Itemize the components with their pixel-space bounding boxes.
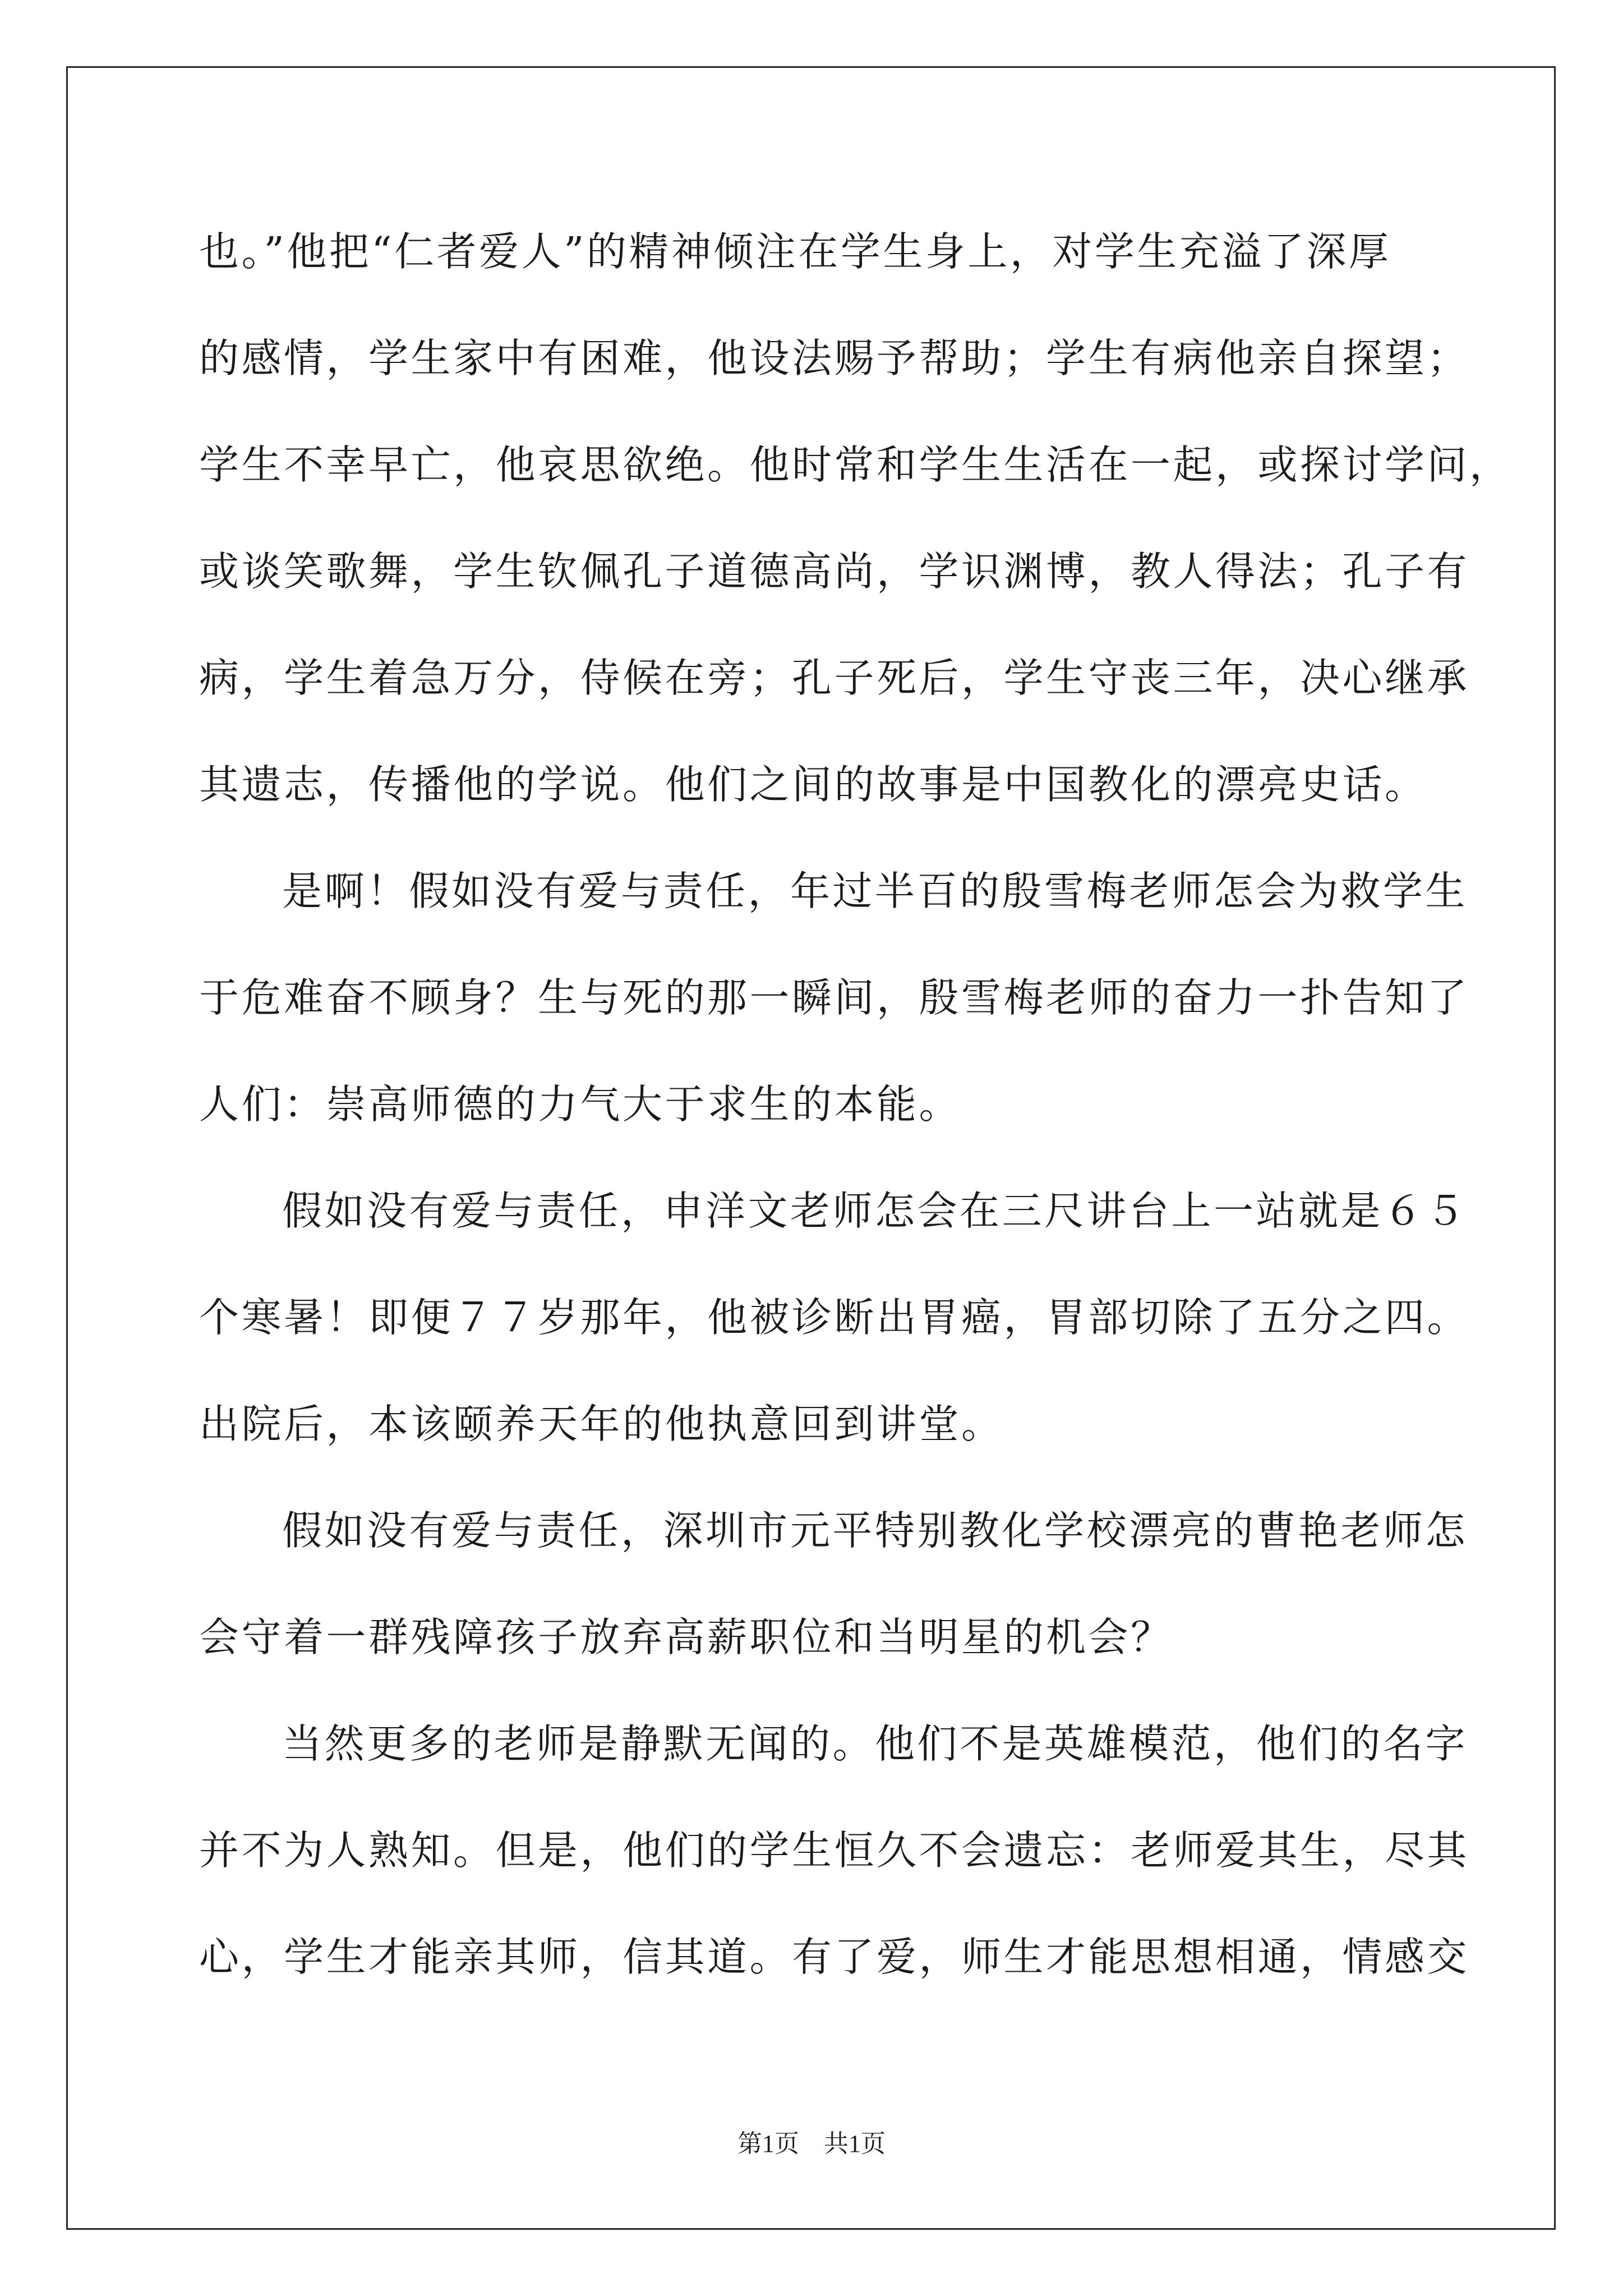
text-line: 的感情，学生家中有困难，他设法赐予帮助；学生有病他亲自探望； <box>199 335 1470 381</box>
text-line: 心，学生才能亲其师，信其道。有了爱，师生才能思想相通，情感交 <box>199 1934 1470 1980</box>
text-line: 并不为人熟知。但是，他们的学生恒久不会遗忘：老师爱其生，尽其 <box>199 1827 1470 1874</box>
text-line: 会守着一群残障孩子放弃高薪职位和当明星的机会？ <box>199 1614 1173 1660</box>
text-line: 个寒暑！即便７７岁那年，他被诊断出胃癌，胃部切除了五分之四。 <box>199 1294 1470 1341</box>
text-line: 假如没有爱与责任，申洋文老师怎会在三尺讲台上一站就是６５ <box>282 1188 1468 1234</box>
text-line: 学生不幸早亡，他哀思欲绝。他时常和学生生活在一起，或探讨学问， <box>199 441 1512 488</box>
document-body <box>199 209 1512 2021</box>
text-line: 当然更多的老师是静默无闻的。他们不是英雄模范，他们的名字 <box>282 1720 1468 1767</box>
page-footer: 第1页 共1页 <box>737 2130 886 2157</box>
text-line: 或谈笑歌舞，学生钦佩孔子道德高尚，学识渊博，教人得法；孔子有 <box>199 548 1470 595</box>
text-line: 其遗志，传播他的学说。他们之间的故事是中国教化的漂亮史话。 <box>199 761 1427 808</box>
text-line: 人们：崇高师德的力气大于求生的本能。 <box>199 1081 962 1128</box>
text-line: 假如没有爱与责任，深圳市元平特别教化学校漂亮的曹艳老师怎 <box>282 1507 1468 1554</box>
text-line: 也。”他把“仁者爱人”的精神倾注在学生身上，对学生充溢了深厚 <box>199 228 1391 275</box>
text-line: 出院后，本该颐养天年的他执意回到讲堂。 <box>199 1401 1004 1447</box>
text-line: 于危难奋不顾身？生与死的那一瞬间，殷雪梅老师的奋力一扑告知了 <box>199 974 1470 1021</box>
text-line: 病，学生着急万分，侍候在旁；孔子死后，学生守丧三年，决心继承 <box>199 655 1470 701</box>
text-line: 是啊！假如没有爱与责任，年过半百的殷雪梅老师怎会为救学生 <box>282 868 1468 914</box>
